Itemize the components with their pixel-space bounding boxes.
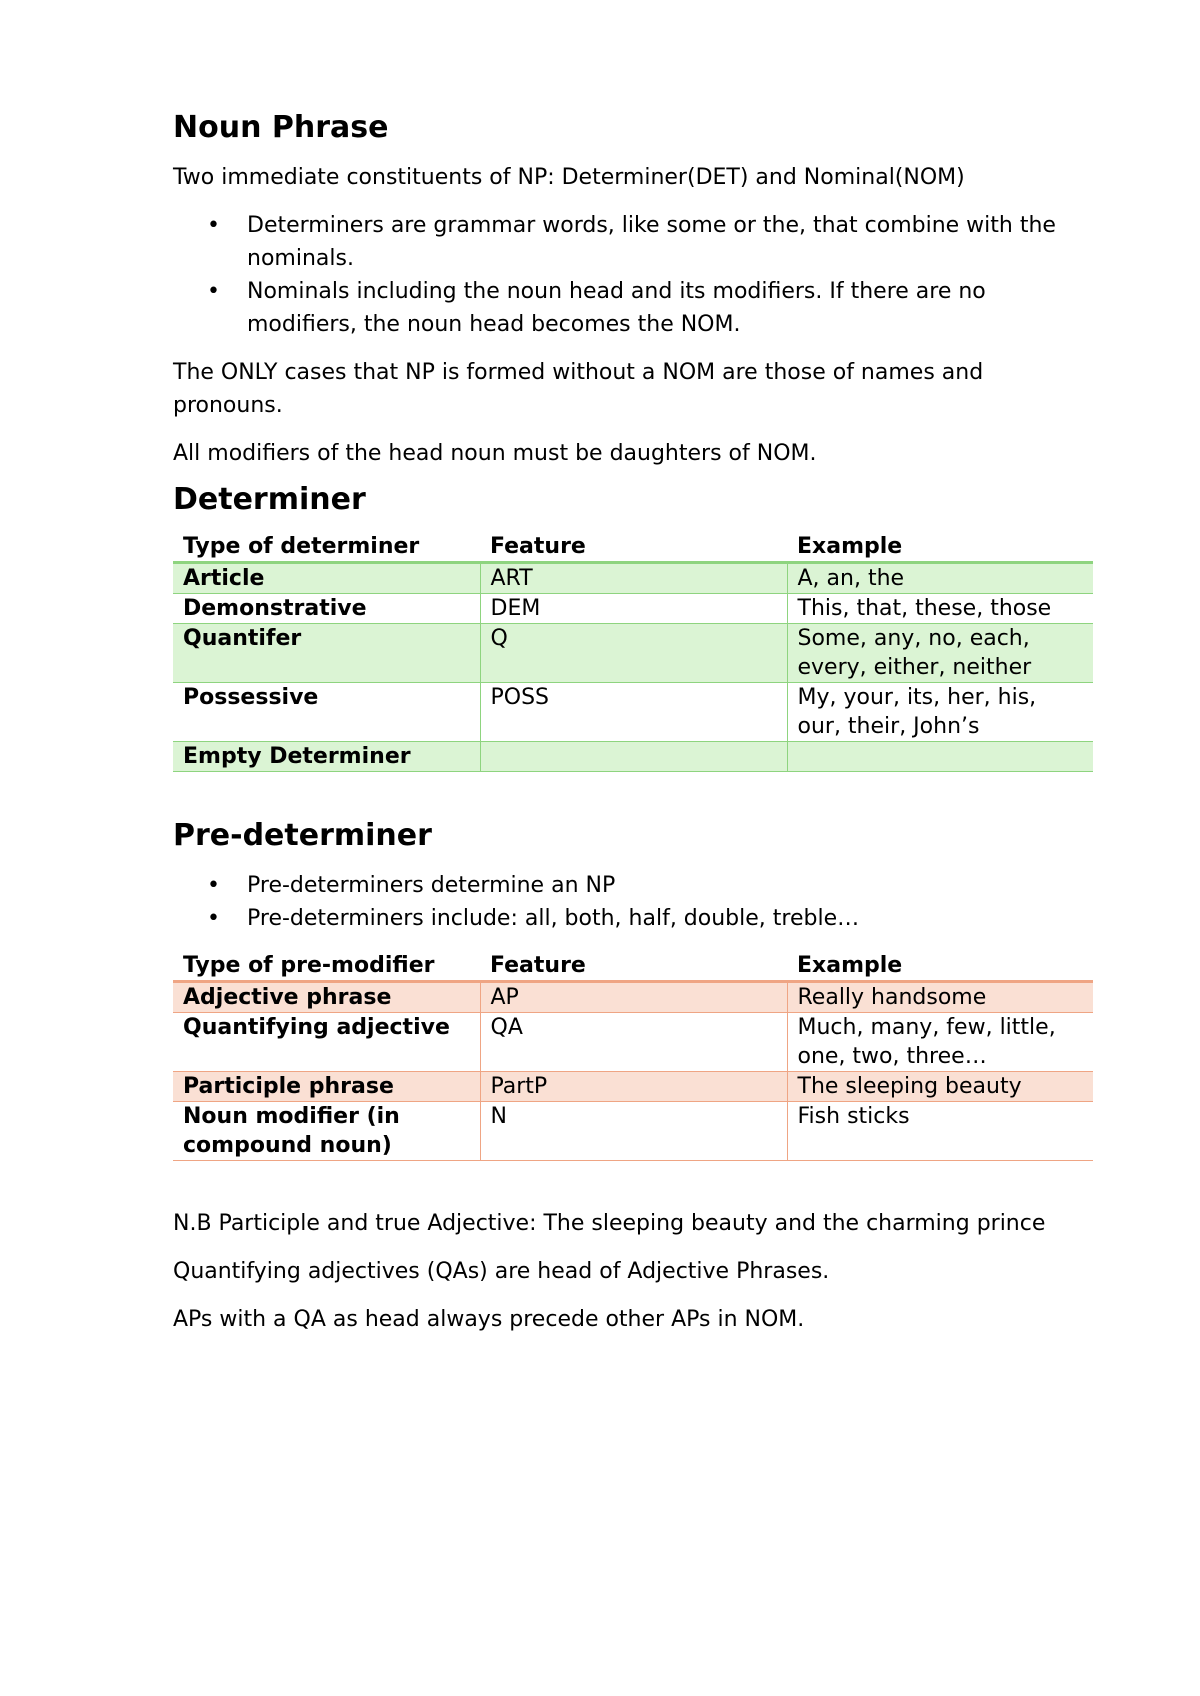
table-cell: My, your, its, her, his, our, their, John’s: [787, 683, 1093, 742]
table-row: [173, 1102, 1093, 1161]
table-cell: Noun modifier (in compound noun): [173, 1102, 480, 1161]
nb-note: N.B Participle and true Adjective: The sleeping beauty and the charming prince: [173, 1211, 1046, 1236]
table-cell: A, an, the: [787, 563, 1093, 594]
table-cell: N: [480, 1102, 787, 1161]
predet-bullet-include: • Pre-determiners include: all, both, half, double, treble…: [247, 902, 1093, 935]
table-cell: Quantifying adjective: [173, 1013, 480, 1072]
table-cell: This, that, these, those: [787, 594, 1093, 624]
qa-paragraph: Quantifying adjectives (QAs) are head of Adjective Phrases.: [173, 1259, 830, 1284]
table-header-row: [173, 951, 1093, 982]
np-intro: Two immediate constituents of NP: Determiner(DET) and Nominal(NOM): [173, 165, 965, 190]
table-row: [173, 982, 1093, 1013]
table-row: [173, 1013, 1093, 1072]
np-bullet-list: [173, 209, 1093, 341]
table-row: [173, 563, 1093, 594]
np-paragraph-only-cases: The ONLY cases that NP is formed without a NOM are those of names and pronouns.: [173, 360, 984, 418]
page-content: [173, 110, 1093, 1336]
ap-order-paragraph: APs with a QA as head always precede other APs in NOM.: [173, 1307, 805, 1332]
np-paragraph-modifiers: All modifiers of the head noun must be daughters of NOM.: [173, 441, 817, 466]
determiner-table: [173, 532, 1093, 772]
table-cell: Some, any, no, each, every, either, neither: [787, 624, 1093, 683]
column-header: Feature: [480, 532, 787, 563]
table-cell: ART: [480, 563, 787, 594]
table-cell: Adjective phrase: [173, 982, 480, 1013]
table-cell: AP: [480, 982, 787, 1013]
table-cell: [787, 742, 1093, 772]
np-bullet-nominals: • Nominals including the noun head and its modifiers. If there are no modifiers, the noun head becomes the NOM.: [247, 275, 1093, 341]
table-cell: Quantifer: [173, 624, 480, 683]
table-cell: Fish sticks: [787, 1102, 1093, 1161]
table-cell: Much, many, few, little, one, two, three…: [787, 1013, 1093, 1072]
column-header: Type of pre-modifier: [173, 951, 480, 982]
table-cell: POSS: [480, 683, 787, 742]
table-cell: [480, 742, 787, 772]
column-header: Example: [787, 532, 1093, 563]
table-cell: Demonstrative: [173, 594, 480, 624]
table-cell: Empty Determiner: [173, 742, 480, 772]
heading-determiner: Determiner: [173, 482, 366, 517]
pre-modifier-table: [173, 951, 1093, 1161]
table-cell: Q: [480, 624, 787, 683]
table-cell: QA: [480, 1013, 787, 1072]
column-header: Feature: [480, 951, 787, 982]
table-row: [173, 1072, 1093, 1102]
table-cell: Really handsome: [787, 982, 1093, 1013]
table-cell: DEM: [480, 594, 787, 624]
table-row: [173, 683, 1093, 742]
table-cell: Article: [173, 563, 480, 594]
column-header: Example: [787, 951, 1093, 982]
table-header-row: [173, 532, 1093, 563]
table-cell: The sleeping beauty: [787, 1072, 1093, 1102]
table-row: [173, 742, 1093, 772]
table-row: [173, 624, 1093, 683]
predet-bullet-determine: • Pre-determiners determine an NP: [247, 869, 1093, 902]
table-cell: PartP: [480, 1072, 787, 1102]
table-cell: Participle phrase: [173, 1072, 480, 1102]
table-cell: Possessive: [173, 683, 480, 742]
predet-bullet-list: [173, 869, 1093, 935]
heading-pre-determiner: Pre-determiner: [173, 818, 432, 853]
table-row: [173, 594, 1093, 624]
column-header: Type of determiner: [173, 532, 480, 563]
np-bullet-determiners: • Determiners are grammar words, like some or the, that combine with the nominals.: [247, 209, 1093, 275]
heading-noun-phrase: Noun Phrase: [173, 110, 389, 145]
